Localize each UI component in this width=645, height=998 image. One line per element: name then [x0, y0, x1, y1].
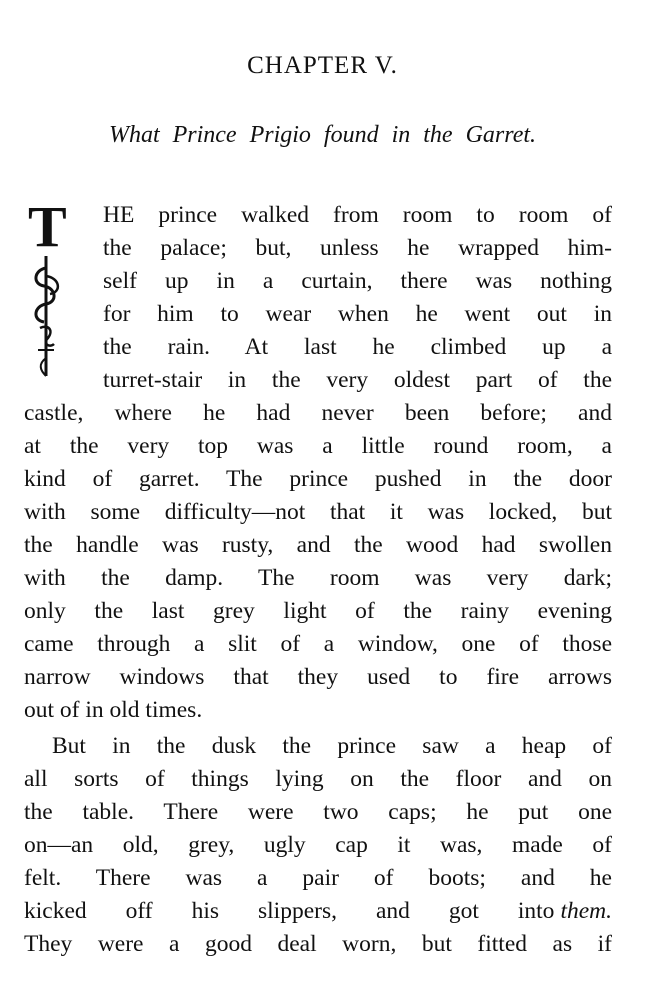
text-line: at the very top was a little round room, a	[24, 433, 612, 459]
text-line: They were a good deal worn, but fitted as if	[24, 931, 612, 957]
text-line	[24, 895, 612, 928]
text-line: came through a slit of a window, one of those	[24, 631, 612, 657]
emphasized-word: them.	[560, 898, 612, 924]
text-line: kind of garret. The prince pushed in the door	[24, 466, 612, 492]
text-line: the rain. At last he climbed up a	[103, 334, 612, 360]
drop-cap-letter: T	[28, 194, 67, 259]
chapter-title: What Prince Prigio found in the Garret.	[108, 122, 537, 148]
text-line-part: kicked off his slippers, and got into	[24, 898, 555, 924]
text-line: self up in a curtain, there was nothing	[103, 268, 612, 294]
text-line: felt. There was a pair of boots; and he	[24, 865, 612, 891]
chapter-heading: CHAPTER V.	[247, 52, 398, 79]
text-line: castle, where he had never been before; and	[24, 400, 612, 426]
text-line: turret-stair in the very oldest part of the	[103, 367, 612, 393]
flourish-icon	[20, 194, 80, 380]
text-line: HE prince walked from room to room of	[103, 202, 612, 228]
text-line: the palace; but, unless he wrapped him-	[103, 235, 612, 261]
text-line: out of in old times.	[24, 697, 203, 723]
text-line: But in the dusk the prince saw a heap of	[52, 733, 612, 759]
ornamental-initial	[20, 194, 80, 380]
text-line: the handle was rusty, and the wood had swollen	[24, 532, 612, 558]
text-line: for him to wear when he went out in	[103, 301, 612, 327]
text-line: with some difficulty—not that it was locked, but	[24, 499, 612, 525]
text-line: with the damp. The room was very dark;	[24, 565, 612, 591]
text-line: the table. There were two caps; he put one	[24, 799, 612, 825]
text-line: on—an old, grey, ugly cap it was, made of	[24, 832, 612, 858]
text-line: all sorts of things lying on the floor and on	[24, 766, 612, 792]
text-line: narrow windows that they used to fire arrows	[24, 664, 612, 690]
text-line: only the last grey light of the rainy evening	[24, 598, 612, 624]
